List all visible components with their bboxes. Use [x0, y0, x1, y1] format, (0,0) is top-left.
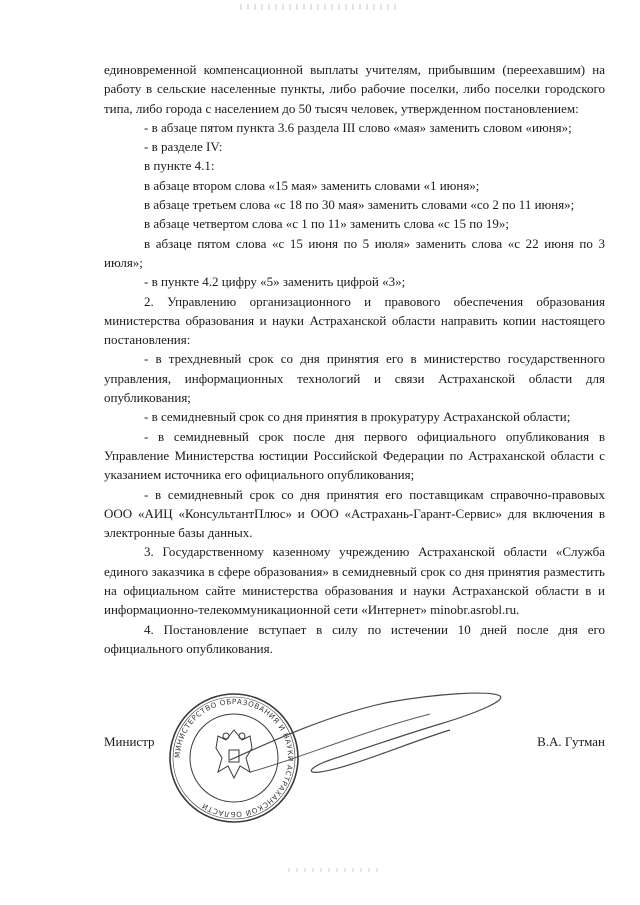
scan-header-artifact: [240, 4, 400, 10]
paragraph: 3. Государственному казенному учреждению Астраханской области «Служба единого заказчика в сфере образования» в семидневный срок со дня принятия разместить на официальном сайте министерства образования и науки Астраханской области в и информационно-телекоммуникационной сети «Интернет» minobr.asrobl.ru.: [104, 544, 605, 618]
paragraph: в пункте 4.1:: [144, 158, 215, 174]
paragraph: в абзаце пятом слова «с 15 июня по 5 июля» заменить слова «с 22 июня по 3 июля»;: [104, 235, 605, 270]
paragraph: 4. Постановление вступает в силу по истечении 10 дней после дня его официального опубликования.: [104, 621, 605, 656]
paragraph: - в трехдневный срок со дня принятия его в министерство государственного управления, информационных технологий и связи Астраханской области для опубликования;: [104, 351, 605, 406]
paragraph: - в семидневный срок со дня принятия в прокуратуру Астраханской области;: [144, 409, 571, 425]
paragraph: - в семидневный срок после дня первого официального опубликования в Управление Министерства юстиции Российской Федерации по Астраханской области с указанием источника его официального опубликования;: [104, 428, 605, 483]
signer-name: В.А. Гутман: [537, 734, 605, 749]
signer-title: Министр: [104, 734, 155, 749]
paragraph: - в семидневный срок со дня принятия его поставщикам справочно-правовых ООО «АИЦ «КонсультантПлюс» и ООО «Астрахань-Гарант-Сервис» для включения в электронные базы данных.: [104, 486, 605, 541]
paragraph: - в разделе IV:: [144, 139, 223, 155]
paragraph: 2. Управлению организационного и правового обеспечения образования министерства образования и науки Астраханской области направить копии настоящего постановления:: [104, 293, 605, 348]
paragraph: в абзаце третьем слова «с 18 по 30 мая» заменить словами «со 2 по 11 июня»;: [144, 197, 575, 213]
signature-row: [104, 734, 605, 756]
paragraph: в абзаце втором слова «15 мая» заменить словами «1 июня»;: [144, 177, 480, 193]
document-body: [104, 60, 605, 658]
scan-footer-artifact: [288, 868, 378, 872]
paragraph: в абзаце четвертом слова «с 1 по 11» заменить слова «с 15 по 19»;: [144, 216, 510, 232]
paragraph: - в абзаце пятом пункта 3.6 раздела III слово «мая» заменить словом «июня»;: [144, 119, 572, 135]
paragraph: единовременной компенсационной выплаты учителям, прибывшим (переехавшим) на работу в сельские населенные пункты, либо рабочие поселки, либо поселки городского типа, либо города с населением до 50 тысяч человек, утвержденном постановлением:: [104, 62, 605, 116]
paragraph: - в пункте 4.2 цифру «5» заменить цифрой «3»;: [144, 274, 406, 290]
official-seal: [168, 692, 300, 824]
svg-text:МИНИСТЕРСТВО ОБРАЗОВАНИЯ И НАУ: МИНИСТЕРСТВО ОБРАЗОВАНИЯ И НАУКИ АСТРАХАНСКОЙ ОБЛАСТИ: [172, 696, 296, 820]
